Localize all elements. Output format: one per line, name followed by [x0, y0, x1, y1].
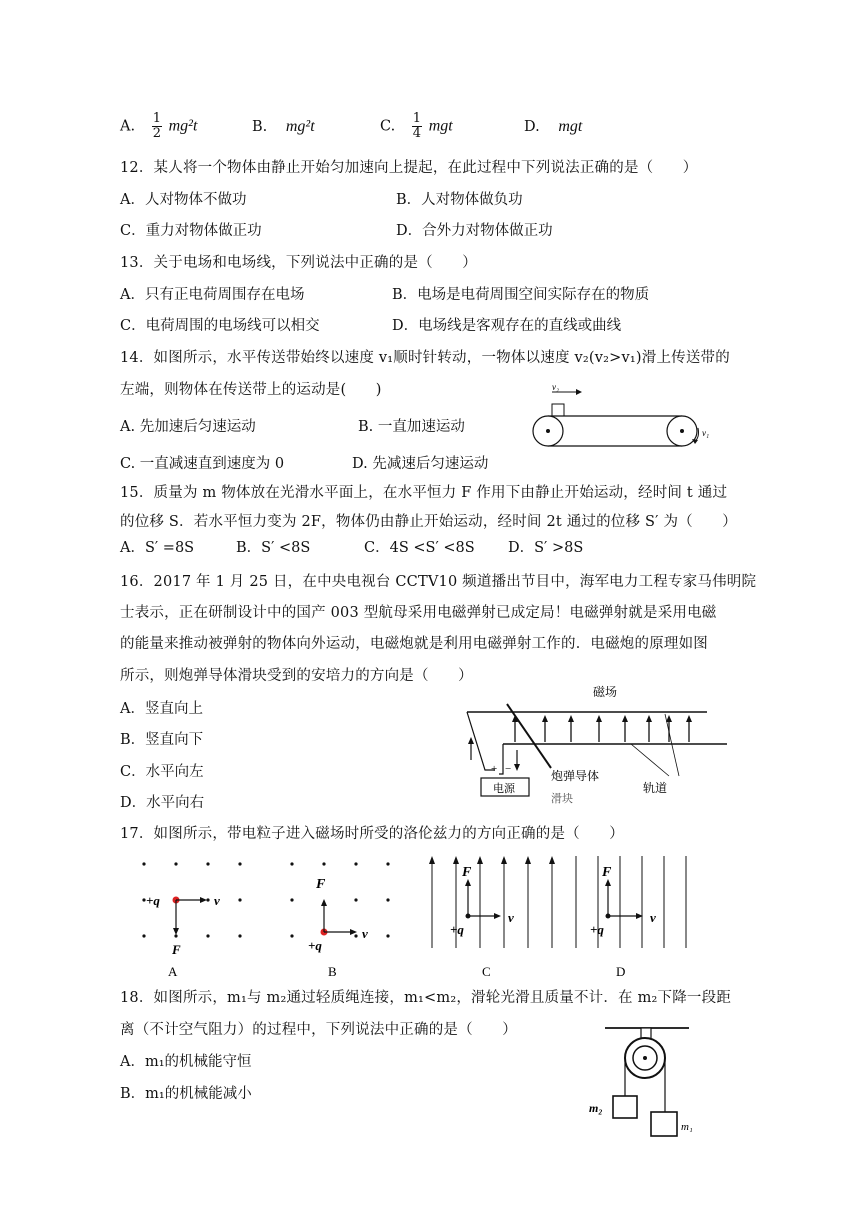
rail-pointer-2	[665, 714, 679, 776]
q16-stem-line3: 的能量来推动被弹射的物体向外运动，电磁炮就是利用电磁弹射工作的．电磁炮的原理如图	[120, 636, 708, 652]
q17-stem: 17．如图所示，带电粒子进入磁场时所受的洛伦兹力的方向正确的是（ ）	[120, 826, 624, 842]
panel-a-label: A	[168, 964, 178, 979]
m1-label: m₁	[681, 1121, 693, 1133]
q18-option-b: B．m₁的机械能减小	[120, 1086, 252, 1102]
fraction: $\frac{1}{2}$	[152, 111, 161, 141]
panel-a	[142, 862, 241, 979]
conveyor-belt-figure	[532, 384, 722, 448]
q16-option-b: B．竖直向下	[120, 732, 204, 748]
q15-option-b: B．S′ <8S	[236, 540, 311, 556]
q11-option-b: B. mg²t	[252, 118, 315, 135]
svg-text:+q: +q	[450, 922, 464, 937]
panel-c	[429, 856, 555, 979]
q12-option-d: D．合外力对物体做正功	[396, 223, 553, 239]
panel-b-label: B	[328, 964, 337, 979]
q14-option-a: A. 先加速后匀速运动	[120, 419, 256, 435]
mass-m2	[613, 1096, 637, 1118]
q11-option-d: D. mgt	[524, 118, 583, 135]
q11-option-c: C. $\frac{1}{4}$ mgt	[380, 111, 453, 141]
svg-text:F: F	[172, 942, 181, 957]
railgun-figure	[455, 684, 740, 809]
svg-text:v: v	[650, 910, 656, 925]
q16-stem-line4: 所示，则炮弹导体滑块受到的安培力的方向是（ ）	[120, 668, 473, 684]
q14-option-d: D. 先减速后匀速运动	[352, 456, 489, 472]
q12-stem: 12．某人将一个物体由静止开始匀加速向上提起，在此过程中下列说法正确的是（ ）	[120, 160, 698, 176]
magnetic-field-label: 磁场	[593, 685, 618, 699]
v2-label: v₂	[552, 384, 560, 392]
q14-option-b: B. 一直加速运动	[358, 419, 465, 435]
plus-sign: +	[491, 763, 498, 775]
svg-text:+q: +q	[308, 938, 322, 953]
q11-option-a: A. $\frac{1}{2}$ mg²t	[120, 111, 198, 141]
block	[552, 404, 564, 416]
svg-text:F: F	[462, 865, 472, 880]
q18-stem-line1: 18．如图所示，m₁与 m₂通过轻质绳连接，m₁<m₂，滑轮光滑且质量不计．在 m₂下降一段距	[120, 990, 732, 1006]
q15-stem-line1: 15．质量为 m 物体放在光滑水平面上，在水平恒力 F 作用下由静止开始运动，经时间 t 通过	[120, 485, 728, 501]
q13-option-a: A．只有正电荷周围存在电场	[120, 287, 305, 303]
q13-option-b: B．电场是电荷周围空间实际存在的物质	[392, 287, 650, 303]
q15-stem-line2: 的位移 S．若水平恒力变为 2F，物体仍由静止开始运动，经时间 2t 通过的位移 S′ 为（ ）	[120, 514, 737, 530]
q16-option-a: A．竖直向上	[120, 701, 203, 717]
q16-stem-line2: 士表示，正在研制设计中的国产 003 型航母采用电磁弹射已成定局！电磁弹射就是采用电磁	[120, 605, 717, 621]
q13-option-d: D．电场线是客观存在的直线或曲线	[392, 318, 622, 334]
q18-stem-line2: 离（不计空气阻力）的过程中，下列说法中正确的是（ ）	[120, 1022, 517, 1038]
q14-option-c: C. 一直减速直到速度为 0	[120, 456, 285, 472]
power-source-label: 电源	[493, 783, 515, 795]
rail-label: 轨道	[643, 781, 668, 795]
q13-option-c: C．电荷周围的电场线可以相交	[120, 318, 320, 334]
q16-option-c: C．水平向左	[120, 764, 204, 780]
q13-stem: 13．关于电场和电场线，下列说法中正确的是（ ）	[120, 255, 477, 271]
svg-text:v: v	[214, 893, 220, 908]
svg-text:F: F	[602, 865, 612, 880]
panel-c-label: C	[482, 964, 491, 979]
slider-label-1: 炮弹导体	[551, 769, 600, 783]
svg-text:v: v	[508, 910, 514, 925]
q14-stem-line2: 左端，则物体在传送带上的运动是( )	[120, 382, 382, 398]
q15-option-a: A．S′ =8S	[120, 540, 195, 556]
svg-text:F: F	[316, 877, 326, 892]
v1-label: v₁	[702, 428, 710, 438]
rail-pointer-1	[631, 744, 669, 776]
panel-b	[290, 862, 389, 979]
m2-label: m₂	[589, 1101, 603, 1115]
fraction: $\frac{1}{4}$	[412, 111, 422, 141]
current-arrow-up	[468, 737, 474, 760]
svg-text:+q: +q	[590, 922, 604, 937]
right-wire	[499, 744, 503, 774]
field-arrows	[512, 715, 692, 742]
minus-sign: −	[505, 763, 512, 775]
svg-text:+q: +q	[146, 893, 160, 908]
mass-m1	[651, 1112, 677, 1136]
lorentz-force-figures	[130, 852, 690, 980]
q15-option-d: D．S′ >8S	[508, 540, 584, 556]
q12-option-b: B．人对物体做负功	[396, 192, 523, 208]
q16-stem-line1: 16．2017 年 1 月 25 日，在中央电视台 CCTV10 频道播出节目中，海军电力工程专家马伟明院	[120, 574, 757, 590]
panel-d-label: D	[616, 964, 626, 979]
panel-d	[576, 856, 686, 979]
q18-option-a: A．m₁的机械能守恒	[120, 1054, 252, 1070]
q12-option-a: A．人对物体不做功	[120, 192, 247, 208]
slider-label-2: 滑块	[551, 793, 573, 805]
q15-option-c: C．4S <S′ <8S	[364, 540, 475, 556]
q14-stem-line1: 14．如图所示，水平传送带始终以速度 v₁顺时针转动，一物体以速度 v₂(v₂>v₁)滑上传送带的	[120, 350, 730, 366]
q16-option-d: D．水平向右	[120, 795, 205, 811]
svg-text:v: v	[362, 926, 368, 941]
q12-option-c: C．重力对物体做正功	[120, 223, 262, 239]
current-arrow-down	[514, 750, 520, 771]
pulley-figure	[585, 1024, 705, 1144]
